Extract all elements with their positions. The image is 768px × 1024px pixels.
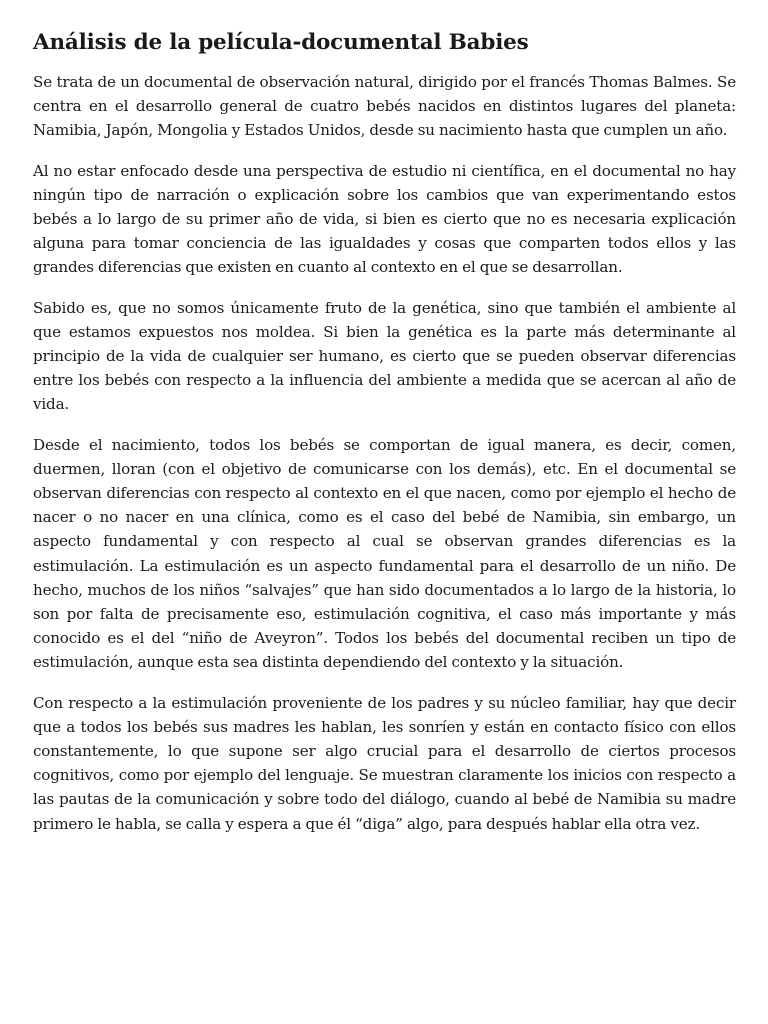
paragraph-stimulation: Desde el nacimiento, todos los bebés se comportan de igual manera, es decir, comen, duermen, lloran (con el objetivo de comunicarse con los demás), etc. En el documental se observan diferencias con respecto al contexto en el que nacen, como por ejemplo el hecho de nacer o no nacer en una clínica, como es el caso del bebé de Namibia, sin embargo, un aspecto fundamental y con respecto al cual se observan grandes diferencias es la estimulación. La estimulación es un aspecto fundamental para el desarrollo de un niño. De hecho, muchos de los niños “salvajes” que han sido documentados a lo largo de la historia, lo son por falta de precisamente eso, estimulación cognitiva, el caso más importante y más conocido es el del “niño de Aveyron”. Todos los bebés del documental reciben un tipo de estimulación, aunque esta sea distinta dependiendo del contexto y la situación. (33, 435, 736, 672)
paragraph-genetics: Sabido es, que no somos únicamente fruto de la genética, sino que también el ambiente al que estamos expuestos nos moldea. Si bien la genética es la parte más determinante al principio de la vida de cualquier ser humano, es cierto que se pueden observar diferencias entre los bebés con respecto a la influencia del ambiente a medida que se acercan al año de vida. (33, 298, 736, 414)
document-page (33, 28, 736, 852)
paragraph-parents: Con respecto a la estimulación proveniente de los padres y su núcleo familiar, hay que decir que a todos los bebés sus madres les hablan, les sonríen y están en contacto físico con ellos constantemente, lo que supone ser algo crucial para el desarrollo de ciertos procesos cognitivos, como por ejemplo del lenguaje. Se muestran claramente los inicios con respecto a las pautas de la comunicación y sobre todo del diálogo, cuando al bebé de Namibia su madre primero le habla, se calla y espera a que él “diga” algo, para después hablar ella otra vez. (33, 693, 736, 833)
document-title: Análisis de la película-documental Babies (33, 30, 529, 55)
paragraph-perspective: Al no estar enfocado desde una perspectiva de estudio ni científica, en el documental no hay ningún tipo de narración o explicación sobre los cambios que van experimentando estos bebés a lo largo de su primer año de vida, si bien es cierto que no es necesaria explicación alguna para tomar conciencia de las igualdades y cosas que comparten todos ellos y las grandes diferencias que existen en cuanto al contexto en el que se desarrollan. (33, 161, 736, 277)
paragraph-intro: Se trata de un documental de observación natural, dirigido por el francés Thomas Balmes. Se centra en el desarrollo general de cuatro bebés nacidos en distintos lugares del planeta: Namibia, Japón, Mongolia y Estados Unidos, desde su nacimiento hasta que cumplen un año. (33, 73, 736, 140)
